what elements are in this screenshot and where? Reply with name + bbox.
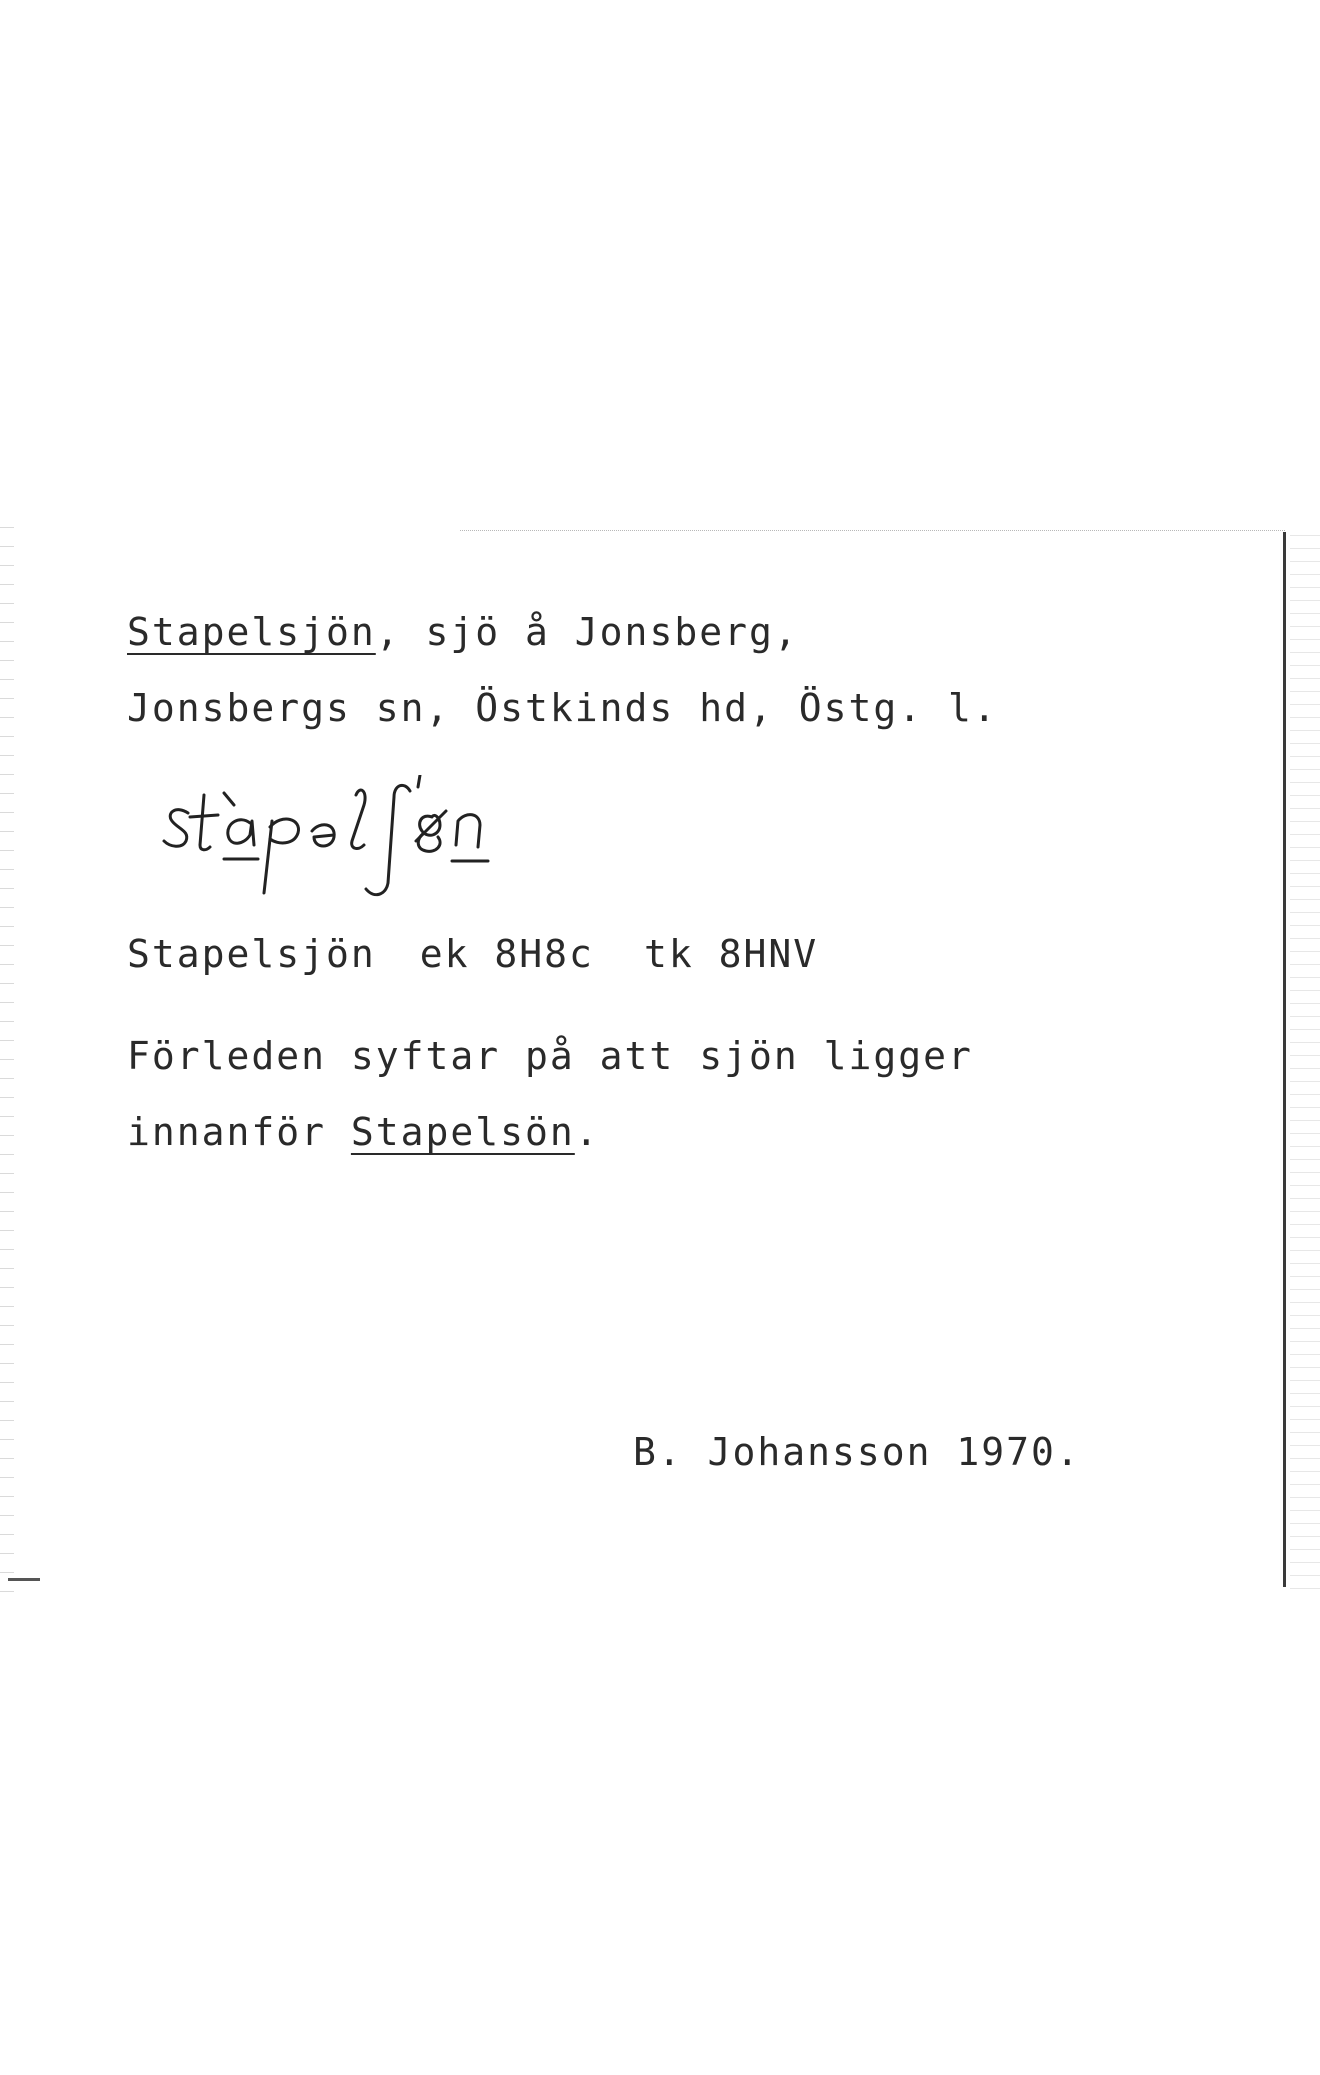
handwritten-phonetic-transcription <box>160 775 520 915</box>
card-top-edge <box>460 530 1285 531</box>
headword: Stapelsjön <box>127 610 376 654</box>
entry-line-2: Jonsbergs sn, Östkinds hd, Östg. l. <box>127 686 998 730</box>
map-name: Stapelsjön <box>127 932 376 976</box>
entry-line-4 <box>127 932 818 976</box>
scan-mark <box>8 1578 40 1581</box>
card-right-edge <box>1283 532 1286 1587</box>
topographic-map-reference: tk 8HNV <box>643 932 819 976</box>
headword-location: , sjö å Jonsberg, <box>375 610 799 654</box>
line6-prefix: innanför <box>127 1110 351 1154</box>
scan-edge-speckle-left <box>0 520 14 1600</box>
entry-line-5: Förleden syftar på att sjön ligger <box>127 1034 973 1078</box>
entry-line-6 <box>127 1110 600 1154</box>
signature-line: B. Johansson 1970. <box>633 1430 1081 1474</box>
referenced-place: Stapelsön <box>350 1110 575 1154</box>
entry-line-1 <box>127 610 799 654</box>
line6-suffix: . <box>574 1110 600 1154</box>
handwriting-drawing <box>160 775 520 915</box>
economic-map-reference: ek 8H8c <box>419 932 594 976</box>
scan-edge-speckle-right <box>1290 530 1320 1590</box>
